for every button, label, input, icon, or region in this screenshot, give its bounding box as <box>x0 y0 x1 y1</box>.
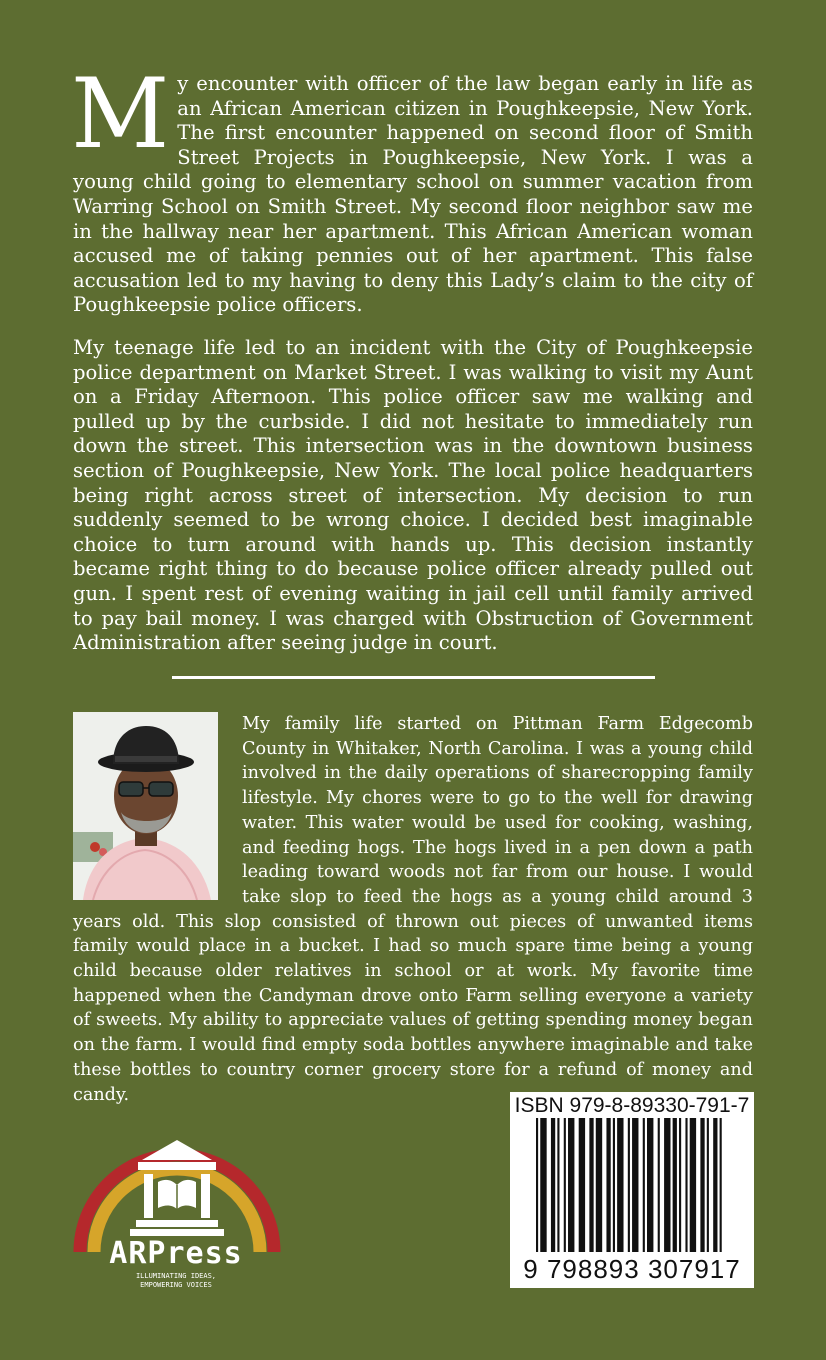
barcode-icon <box>536 1118 728 1252</box>
author-photo-illustration <box>73 712 218 900</box>
barcode-bar <box>647 1118 653 1252</box>
isbn-barcode-box <box>510 1092 754 1288</box>
author-photo <box>73 712 218 900</box>
paragraph-police-encounter-childhood <box>71 58 753 318</box>
isbn-label: ISBN 979-8-89330-791-7 <box>514 1094 750 1117</box>
barcode-bar <box>596 1118 602 1252</box>
paragraph-family-life <box>73 712 753 1107</box>
drop-cap: M <box>71 58 170 170</box>
barcode-bar <box>720 1118 722 1252</box>
barcode-bar <box>679 1118 681 1252</box>
paragraph3-text: My family life started on Pittman Farm Edgecomb County in Whitaker, North Carolina. I was a young child involved in the daily operations of sharecropping family lifestyle. My chores were to go to the well for drawing water. This water would be used for cooking, washing, and feeding hogs. The hogs lived in a pen down a path leading toward woods not far from our house. I would take slop to feed the hogs as a young child around 3 years old. This slop consisted of thrown out pieces of unwanted items family would place in a bucket. I had so much spare time being a young child because older relatives in school or at work. My favorite time happened when the Candyman drove onto Farm selling everyone a variety of sweets. My ability to appreciate values of getting spending money began on the farm. I would find empty soda bottles anywhere imaginable and take these bottles to country corner grocery store for a refund of money and candy. <box>73 714 753 1105</box>
barcode-bar <box>536 1118 538 1252</box>
tagline-line2: EMPOWERING VOICES <box>140 1281 212 1289</box>
barcode-bar <box>643 1118 645 1252</box>
barcode-bar <box>568 1118 574 1252</box>
barcode-bar <box>713 1118 717 1252</box>
paragraph2-text: My teenage life led to an incident with the City of Poughkeepsie police department on Market Street. I was walking to visit my Aunt on a Friday Afternoon. This police officer saw me walking and pulled up by the curbside. I did not hesitate to immediately run down the street. This intersection was in the downtown business section of Poughkeepsie, New York. The local police headquarters being right across street of intersection. My decision to run suddenly seemed to be wrong choice. I decided best imaginable choice to turn around with hands up. This decision instantly became right thing to do because police officer already pulled out gun. I spent rest of evening waiting in jail cell until family arrived to pay bail money. I was charged with Obstruction of Government Administration after seeing judge in court. <box>73 336 753 655</box>
isbn-digits: 9 798893 307917 <box>523 1254 741 1284</box>
barcode-bar <box>700 1118 704 1252</box>
barcode-bar <box>658 1118 660 1252</box>
barcode-bar <box>685 1118 687 1252</box>
tagline-line1: ILLUMINATING IDEAS, <box>135 1272 217 1280</box>
barcode-bar <box>690 1118 696 1252</box>
barcode-bar <box>579 1118 585 1252</box>
barcode-bar <box>673 1118 677 1252</box>
paragraph-police-encounter-teenage <box>73 336 753 656</box>
barcode-bar <box>613 1118 615 1252</box>
barcode-bar <box>540 1118 546 1252</box>
publisher-name: ARPress <box>109 1236 243 1271</box>
barcode-bar <box>632 1118 638 1252</box>
divider-rule <box>172 676 655 679</box>
barcode-bar <box>707 1118 709 1252</box>
barcode-bar <box>617 1118 623 1252</box>
barcode-bar <box>589 1118 593 1252</box>
barcode-bar <box>606 1118 610 1252</box>
paragraph1-text: y encounter with officer of the law began early in life as an African American citizen in Poughkeepsie, New York. The first encounter happened on second floor of Smith Street Projects in Poughkeepsie, New York. I was a young child going to elementary school on summer vacation from Warring School on Smith Street. My second floor neighbor saw me in the hallway near her apartment. This African American woman accused me of taking pennies out of her apartment. This false accusation led to my having to deny this Lady’s claim to the city of Poughkeepsie police officers. <box>73 72 753 317</box>
barcode-bar <box>557 1118 559 1252</box>
barcode-bar <box>551 1118 555 1252</box>
barcode-bar <box>664 1118 670 1252</box>
barcode-bar <box>564 1118 566 1252</box>
publisher-tagline <box>76 1272 276 1290</box>
barcode-bar <box>628 1118 630 1252</box>
